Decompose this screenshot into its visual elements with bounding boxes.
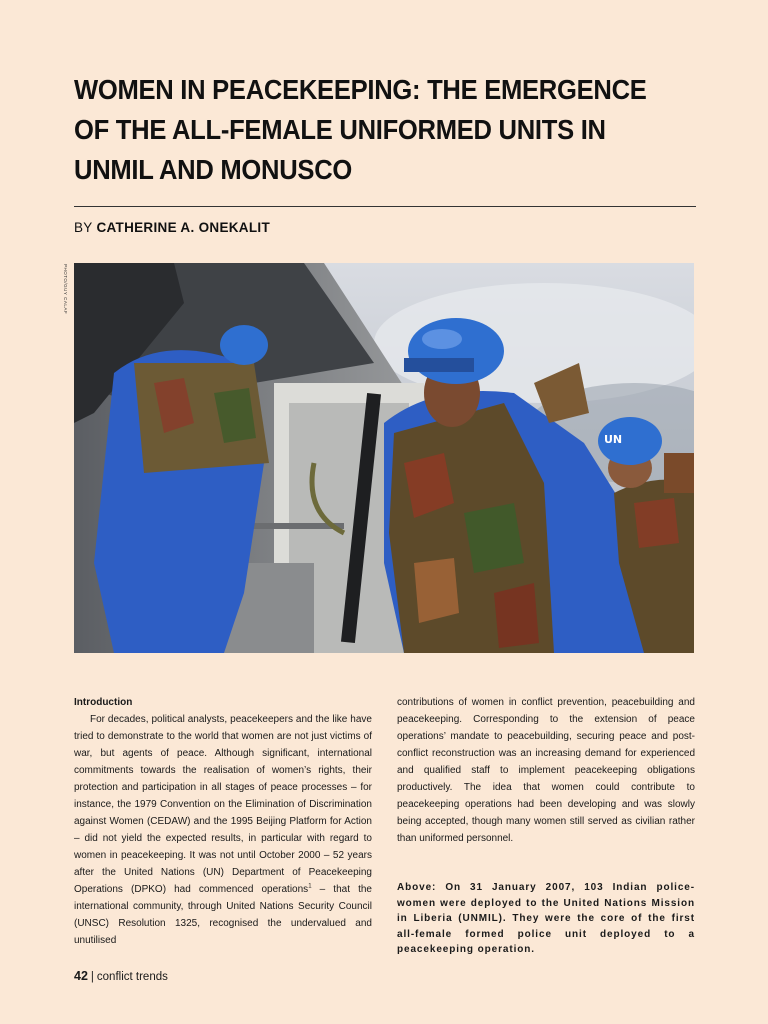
body-text-part1: For decades, political analysts, peacekeepers and the like have tried to demonstrate to the world that women are not just victims of war, but agents of peace. Although significant, international commitments towards the realisation of women’s rights, their protection and participation in all stages of peace processes – for instance, the 1979 Convention on the Elimination of Discrimination against Women (CEDAW) and the 1995 Beijing Platform for Action – did not yield the expected results, in particular with regard to women in peacekeeping. It was not until October 2000 – 52 years after the United Nations (UN) Department of Peacekeeping Operations (DPKO) had commenced operations bbox=[74, 714, 372, 895]
page-number: 42 bbox=[74, 969, 88, 983]
publication-name: conflict trends bbox=[96, 971, 168, 983]
helmet-left bbox=[220, 325, 268, 365]
title-divider bbox=[74, 206, 696, 207]
article-title: WOMEN IN PEACEKEEPING: THE EMERGENCE OF THE ALL-FEMALE UNIFORMED UNITS IN UNMIL AND MONUSCO bbox=[74, 74, 647, 185]
body-text-part2: – that the international community, through United Nations Security Council (UNSC) Resolution 1325, recognised the undervalued and unutilised bbox=[74, 884, 372, 946]
photo-caption: Above: On 31 January 2007, 103 Indian police-women were deployed to the United Nations Mission in Liberia (UNMIL). They were the core of the first all-female formed police unit deployed to a peacekeeping operation. bbox=[397, 882, 695, 955]
helmet-main bbox=[408, 318, 504, 384]
peacekeepers-illustration bbox=[74, 263, 694, 653]
body-column-right bbox=[397, 694, 695, 847]
photo-credit: PHOTO/GUY CALAF bbox=[63, 264, 68, 315]
body-paragraph bbox=[74, 711, 372, 949]
footnote-marker: 1 bbox=[308, 883, 312, 890]
section-heading: Introduction bbox=[74, 697, 133, 708]
body-paragraph-continued: contributions of women in conflict prevention, peacebuilding and peacekeeping. Corresponding to the extension of peace operations’ mandate to peacebuilding, securing peace and post-conflict reconstruction was an increasing demand for experienced and qualified staff to implement peacekeeping obligations productively. The idea that women could contribute to peacekeeping operations had been developing and was slowly being accepted, though many women still served as civilian rather than uniformed personnel. bbox=[397, 697, 695, 844]
article-photo bbox=[74, 263, 694, 653]
author-name: CATHERINE A. ONEKALIT bbox=[96, 220, 270, 235]
byline bbox=[74, 220, 270, 235]
byline-prefix: BY bbox=[74, 220, 93, 235]
footer-separator: | bbox=[90, 971, 94, 983]
helmet-un-mark: UN bbox=[604, 433, 623, 446]
page-footer bbox=[74, 969, 168, 983]
body-column-left bbox=[74, 694, 372, 949]
